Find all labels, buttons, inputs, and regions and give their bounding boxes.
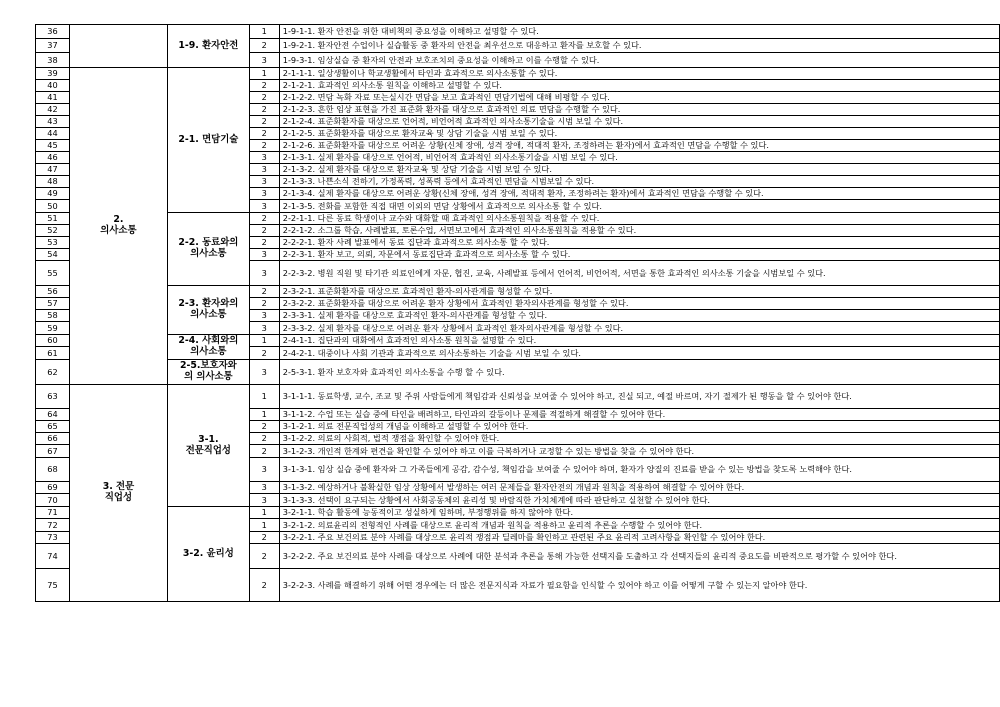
level-cell: 3 [249,322,279,335]
outcome-description: 3-2-2-2. 주요 보건의료 분야 사례를 대상으로 사례에 대한 분석과 추론을 통해 가능한 선택지를 도출하고 각 선택지들의 윤리적 중요도를 비판적으로 평가할 수 있어야 한다. [279,544,999,569]
table-row [36,286,1000,298]
outcome-description: 2-1-2-5. 표준화환자를 대상으로 환자교육 및 상담 기술을 시범 보일 수 있다. [279,128,999,140]
row-number: 55 [36,261,70,286]
subdomain-label: 3-2. 윤리성 [182,547,234,559]
level-cell: 3 [249,164,279,176]
level-cell: 2 [249,298,279,310]
subdomain-label: 2-4. 사회와의 의사소통 [178,335,239,357]
row-number: 65 [36,421,70,433]
outcome-description: 2-1-3-2. 실제 환자를 대상으로 환자교육 및 상담 기술을 시범 보일 수 있다. [279,164,999,176]
subdomain-cell [167,335,249,360]
subdomain-cell [167,213,249,286]
level-cell: 2 [249,347,279,360]
outcome-description: 2-1-1-1. 일상생활이나 학교생활에서 타인과 효과적으로 의사소통할 수 있다. [279,68,999,80]
level-cell: 3 [249,249,279,261]
level-cell: 2 [249,225,279,237]
level-cell: 3 [249,458,279,482]
row-number: 39 [36,68,70,80]
outcome-description: 2-5-3-1. 환자 보호자와 효과적인 의사소통을 수행 할 수 있다. [279,360,999,385]
subdomain-cell [167,286,249,335]
outcome-description: 2-1-3-5. 전화를 포함한 직접 대면 이외의 면담 상황에서 효과적으로 의사소통 할 수 있다. [279,200,999,213]
outcome-description: 3-1-3-2. 예상하거나 불확실한 임상 상황에서 발생하는 여러 문제들을 환자안전의 개념과 원칙을 적용하여 해결할 수 있어야 한다. [279,482,999,494]
outcome-description: 2-2-3-1. 환자 보고, 의뢰, 자문에서 동료집단과 효과적으로 의사소통 할 수 있다. [279,249,999,261]
row-number: 54 [36,249,70,261]
level-cell: 1 [249,335,279,347]
outcome-description: 3-1-1-2. 수업 또는 실습 중에 타인을 배려하고, 타인과의 갈등이나 문제를 적절하게 해결할 수 있어야 한다. [279,409,999,421]
level-cell: 1 [249,507,279,519]
level-cell: 2 [249,532,279,544]
subdomain-cell [167,385,249,507]
level-cell: 1 [249,519,279,532]
level-cell: 1 [249,25,279,39]
outcome-description: 3-1-2-2. 의료의 사회적, 법적 쟁점을 확인할 수 있어야 한다. [279,433,999,445]
level-cell: 3 [249,494,279,507]
row-number: 41 [36,92,70,104]
level-cell: 3 [249,360,279,385]
competency-table [35,24,1000,602]
row-number: 68 [36,458,70,482]
level-cell: 2 [249,569,279,602]
outcome-description: 2-3-2-2. 표준화환자를 대상으로 어려운 환자 상황에서 효과적인 환자의사관계를 형성할 수 있다. [279,298,999,310]
row-number: 62 [36,360,70,385]
level-cell: 3 [249,310,279,322]
level-cell: 2 [249,80,279,92]
subdomain-label: 2-1. 면담기술 [178,133,239,145]
row-number: 61 [36,347,70,360]
level-cell: 2 [249,213,279,225]
outcome-description: 2-1-2-3. 흔한 임상 표현을 가진 표준화 환자를 대상으로 효과적인 의료 면담을 수행할 수 있다. [279,104,999,116]
competency-table-body [36,25,1000,602]
outcome-description: 3-1-3-3. 선택이 요구되는 상황에서 사회공동체의 윤리성 및 바람직한 가치체계에 따라 판단하고 실천할 수 있어야 한다. [279,494,999,507]
subdomain-cell [167,507,249,602]
level-cell: 2 [249,104,279,116]
row-number: 64 [36,409,70,421]
subdomain-label: 2-3. 환자와의 의사소통 [178,298,239,320]
row-number: 63 [36,385,70,409]
level-cell: 3 [249,261,279,286]
level-cell: 2 [249,92,279,104]
table-row [36,213,1000,225]
outcome-description: 3-2-1-2. 의료윤리의 전형적인 사례를 대상으로 윤리적 개념과 원칙을 적용하고 윤리적 추론을 수행할 수 있어야 한다. [279,519,999,532]
row-number: 43 [36,116,70,128]
subdomain-label: 1-9. 환자안전 [178,39,239,51]
level-cell: 1 [249,68,279,80]
level-cell: 3 [249,200,279,213]
row-number: 70 [36,494,70,507]
outcome-description: 2-2-3-2. 병원 직원 및 타기관 의료인에게 자문, 협진, 교육, 사례발표 등에서 언어적, 비언어적, 서면을 통한 효과적인 의사소통 기술을 시범보일 수 있다. [279,261,999,286]
outcome-description: 3-2-1-1. 학습 활동에 능동적이고 성실하게 임하며, 부정행위를 하지 않아야 한다. [279,507,999,519]
level-cell: 2 [249,544,279,569]
outcome-description: 2-1-3-4. 실제 환자를 대상으로 어려운 상황(신체 장애, 성격 장애, 적대적 환자, 조정하려는 환자)에서 효과적인 면담을 수행할 수 있다. [279,188,999,200]
row-number: 49 [36,188,70,200]
row-number: 46 [36,152,70,164]
domain-label: 3. 전문 직업성 [102,481,135,503]
row-number: 48 [36,176,70,188]
row-number: 53 [36,237,70,249]
row-number: 71 [36,507,70,519]
level-cell: 3 [249,53,279,68]
outcome-description: 2-2-2-1. 환자 사례 발표에서 동료 집단과 효과적으로 의사소통 할 수 있다. [279,237,999,249]
level-cell: 2 [249,421,279,433]
row-number: 59 [36,322,70,335]
outcome-description: 2-3-3-1. 실제 환자를 대상으로 효과적인 환자-의사관계를 형성할 수 있다. [279,310,999,322]
row-number: 73 [36,532,70,544]
outcome-description: 2-4-2-1. 대중이나 사회 기관과 효과적으로 의사소통하는 기술을 시범 보일 수 있다. [279,347,999,360]
row-number: 37 [36,39,70,53]
outcome-description: 1-9-2-1. 환자안전 수업이나 실습활동 중 환자의 안전을 최우선으로 대응하고 환자를 보호할 수 있다. [279,39,999,53]
subdomain-label: 3-1. 전문직업성 [185,433,231,456]
outcome-description: 3-1-2-1. 의료 전문직업성의 개념을 이해하고 설명할 수 있어야 한다. [279,421,999,433]
level-cell: 2 [249,237,279,249]
outcome-description: 2-4-1-1. 집단과의 대화에서 효과적인 의사소통 원칙을 설명할 수 있다. [279,335,999,347]
competency-table-wrapper [35,24,1000,602]
row-number: 38 [36,53,70,68]
table-row [36,335,1000,347]
domain-cell [69,25,167,68]
row-number: 47 [36,164,70,176]
outcome-description: 2-1-3-3. 나쁜소식 전하기, 가정폭력, 성폭력 등에서 효과적인 면담을 시범보일 수 있다. [279,176,999,188]
table-row [36,360,1000,385]
subdomain-label: 2-5.보호자와 의 의사소통 [179,360,237,382]
row-number: 69 [36,482,70,494]
row-number: 67 [36,445,70,458]
table-row [36,385,1000,409]
row-number: 74 [36,544,70,569]
table-row [36,25,1000,39]
level-cell: 3 [249,176,279,188]
row-number: 60 [36,335,70,347]
outcome-description: 2-2-1-2. 소그룹 학습, 사례발표, 토론수업, 서면보고에서 효과적인 의사소통원칙을 적용할 수 있다. [279,225,999,237]
outcome-description: 2-1-2-1. 효과적인 의사소통 원칙을 이해하고 설명할 수 있다. [279,80,999,92]
outcome-description: 3-1-1-1. 동료학생, 교수, 조교 및 주위 사람들에게 책임감과 신뢰성을 보여줄 수 있어야 하고, 진실 되고, 예절 바르며, 자기 절제가 된 행동을 할 수 있어야 한다. [279,385,999,409]
outcome-description: 2-3-2-1. 표준화환자를 대상으로 효과적인 환자-의사관계를 형성할 수 있다. [279,286,999,298]
row-number: 40 [36,80,70,92]
outcome-description: 3-2-2-1. 주요 보건의료 분야 사례를 대상으로 윤리적 쟁점과 딜레마를 확인하고 관련된 주요 윤리적 고려사항을 확인할 수 있어야 한다. [279,532,999,544]
level-cell: 2 [249,39,279,53]
outcome-description: 1-9-3-1. 임상실습 중 환자의 안전과 보호조치의 중요성을 이해하고 이를 수행할 수 있다. [279,53,999,68]
outcome-description: 2-1-2-4. 표준화환자를 대상으로 언어적, 비언어적 효과적인 의사소통기술을 시범 보일 수 있다. [279,116,999,128]
level-cell: 2 [249,286,279,298]
row-number: 72 [36,519,70,532]
outcome-description: 3-2-2-3. 사례를 해결하기 위해 어떤 경우에는 더 많은 전문지식과 자료가 필요함을 인식할 수 있어야 하고 이를 어떻게 구할 수 있는지 알아야 한다. [279,569,999,602]
level-cell: 2 [249,445,279,458]
row-number: 44 [36,128,70,140]
level-cell: 1 [249,385,279,409]
row-number: 56 [36,286,70,298]
level-cell: 3 [249,152,279,164]
outcome-description: 2-1-3-1. 실제 환자를 대상으로 언어적, 비언어적 효과적인 의사소통기술을 시범 보일 수 있다. [279,152,999,164]
outcome-description: 2-1-2-2. 면담 녹화 자료 또는실시간 면담을 보고 효과적인 면담기법에 대해 비평할 수 있다. [279,92,999,104]
subdomain-cell [167,25,249,68]
row-number: 75 [36,569,70,602]
domain-cell [69,68,167,385]
outcome-description: 2-1-2-6. 표준화환자를 대상으로 어려운 상황(신체 장애, 성격 장애, 적대적 환자, 조정하려는 환자)에서 효과적인 면담을 수행할 수 있다. [279,140,999,152]
row-number: 45 [36,140,70,152]
domain-label: 2. 의사소통 [100,214,137,236]
table-row [36,68,1000,80]
row-number: 52 [36,225,70,237]
row-number: 50 [36,200,70,213]
subdomain-cell [167,360,249,385]
level-cell: 2 [249,433,279,445]
row-number: 42 [36,104,70,116]
subdomain-label: 2-2. 동료와의 의사소통 [178,237,239,259]
row-number: 57 [36,298,70,310]
domain-cell [69,385,167,602]
level-cell: 1 [249,409,279,421]
row-number: 51 [36,213,70,225]
level-cell: 3 [249,482,279,494]
level-cell: 2 [249,116,279,128]
outcome-description: 3-1-2-3. 개인적 한계와 편견을 확인할 수 있어야 하고 이를 극복하거나 교정할 수 있는 방법을 찾을 수 있어야 한다. [279,445,999,458]
row-number: 58 [36,310,70,322]
level-cell: 2 [249,140,279,152]
subdomain-cell [167,68,249,213]
level-cell: 3 [249,188,279,200]
row-number: 66 [36,433,70,445]
outcome-description: 1-9-1-1. 환자 안전을 위한 대비책의 중요성을 이해하고 설명할 수 있다. [279,25,999,39]
outcome-description: 2-2-1-1. 다른 동료 학생이나 교수와 대화할 때 효과적인 의사소통원칙을 적용할 수 있다. [279,213,999,225]
row-number: 36 [36,25,70,39]
outcome-description: 3-1-3-1. 임상 실습 중에 환자와 그 가족들에게 공감, 감수성, 책임감을 보여줄 수 있어야 하며, 환자가 양질의 진료를 받을 수 있는 방법을 찾도록 노력해야 한다. [279,458,999,482]
table-row [36,507,1000,519]
outcome-description: 2-3-3-2. 실제 환자를 대상으로 어려운 환자 상황에서 효과적인 환자의사관계를 형성할 수 있다. [279,322,999,335]
level-cell: 2 [249,128,279,140]
